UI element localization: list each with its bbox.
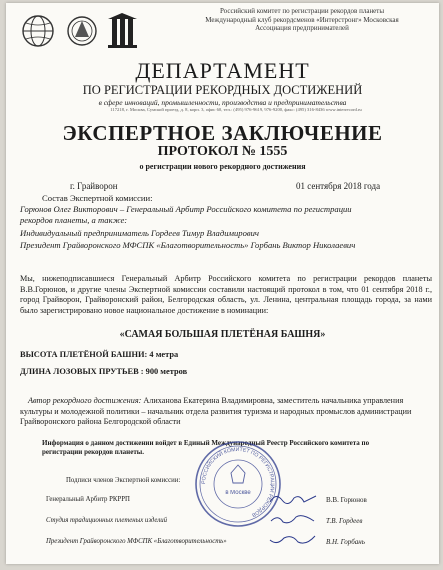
department-subtitle: ПО РЕГИСТРАЦИИ РЕКОРДНЫХ ДОСТИЖЕНИЙ	[82, 83, 363, 97]
commission-label: Состав Экспертной комиссии:	[42, 193, 153, 203]
document-title: ЭКСПЕРТНОЕ ЗАКЛЮЧЕНИЕ	[62, 121, 383, 145]
signature-name: Т.В. Гордеев	[326, 517, 363, 525]
official-stamp	[193, 439, 283, 529]
commission-member-1: Горюнов Олег Викторович – Генеральный Арбитр Российского комитета по регистрации	[20, 204, 352, 214]
org-line: Российский комитет по регистрации рекордов планеты	[219, 7, 385, 15]
stamp-ring-text: РОССИЙСКИЙ КОМИТЕТ ПО РЕГИСТРАЦИИ РЕКОРДОВ	[200, 446, 276, 518]
svg-text:РОССИЙСКИЙ КОМИТЕТ ПО РЕГИСТРА	[201, 447, 275, 518]
wreath-emblem-icon	[68, 17, 96, 45]
document-date: 01 сентября 2018 года	[296, 181, 381, 191]
protocol-paragraph: Мы, нижеподписавшиеся Генеральный Арбитр Российского комитета по регистрации рекордов планеты В.В.Горюнов, и другие члены Экспертной комиссии составили настоящий протокол в том, что 01 сентября 2018 г., город Грайворон, Грайворонский район, Белгородская область, ул. Ленина, центральная площадь города, за нами было зарегистрировано новое национальное достижение в номинации:	[20, 274, 432, 315]
signature-name: В.Н. Горбань	[326, 538, 365, 546]
organization-names	[176, 7, 428, 33]
signature-role: Президент Грайворонского МФСПК «Благотворительность»	[46, 538, 227, 545]
record-author	[20, 396, 432, 428]
record-fact-length: ДЛИНА ЛОЗОВЫХ ПРУТЬЕВ : 900 метров	[20, 367, 188, 376]
department-scope: в сфере инноваций, промышленности, производства и предпринимательства	[98, 98, 347, 107]
department-title: ДЕПАРТАМЕНТ	[135, 58, 310, 83]
protocol-subtitle: о регистрации нового рекордного достижения	[139, 162, 306, 171]
earth-globe-icon	[23, 16, 53, 46]
author-label: Автор рекордного достижения:	[28, 396, 142, 405]
organization-logos	[20, 11, 170, 51]
signatures-heading: Подписи членов Экспертной комиссии:	[66, 477, 181, 484]
registry-info: Информация о данном достижении войдет в Единый Международный Реестр Российского комитета по регистрации рекордов планеты.	[42, 439, 370, 456]
record-fact-height: ВЫСОТА ПЛЕТЁНОЙ БАШНИ: 4 метра	[20, 350, 179, 359]
signature-role: Генеральный Арбитр РКРРП	[46, 496, 130, 503]
stamp-center-text: в Москве	[225, 490, 251, 496]
signature-name: В.В. Горюнов	[326, 496, 367, 504]
commission-member-1-cont: рекордов планеты, а также:	[20, 215, 128, 225]
org-line: Ассоциация предпринимателей	[255, 24, 349, 33]
columns-logo-icon	[108, 13, 137, 48]
protocol-number: ПРОТОКОЛ № 1555	[157, 144, 288, 159]
org-line: Международный клуб рекордсменов «Интерстронг» Московская	[205, 15, 399, 24]
certificate-page	[6, 3, 439, 564]
commission-member-3: Президент Грайворонского МФСПК «Благотворительность» Горбань Виктор Николаевич	[20, 240, 356, 250]
department-address: 117218, г. Москва, Сумской проезд, д. 8, корп. 3, офис 60, тел.: (495) 976-9619, 976-9200, факс: (495) 316-8436 www.interrecord.ru	[110, 107, 362, 112]
record-nomination: «САМАЯ БОЛЬШАЯ ПЛЕТЁНАЯ БАШНЯ»	[119, 329, 326, 340]
author-text: Алиханова Екатерина Владимировна, заместитель начальника управления культуры и молодежной политики – начальник отдела развития туризма и народных промыслов администрации Грайворонского района Белгородской области	[20, 396, 412, 426]
document-city: г. Грайворон	[70, 181, 118, 191]
commission-member-2: Индивидуальный предприниматель Гордеев Тимур Владимирович	[20, 228, 259, 238]
signature-role: Студия традиционных плетеных изделий	[46, 517, 168, 524]
handwritten-signature	[268, 532, 318, 548]
